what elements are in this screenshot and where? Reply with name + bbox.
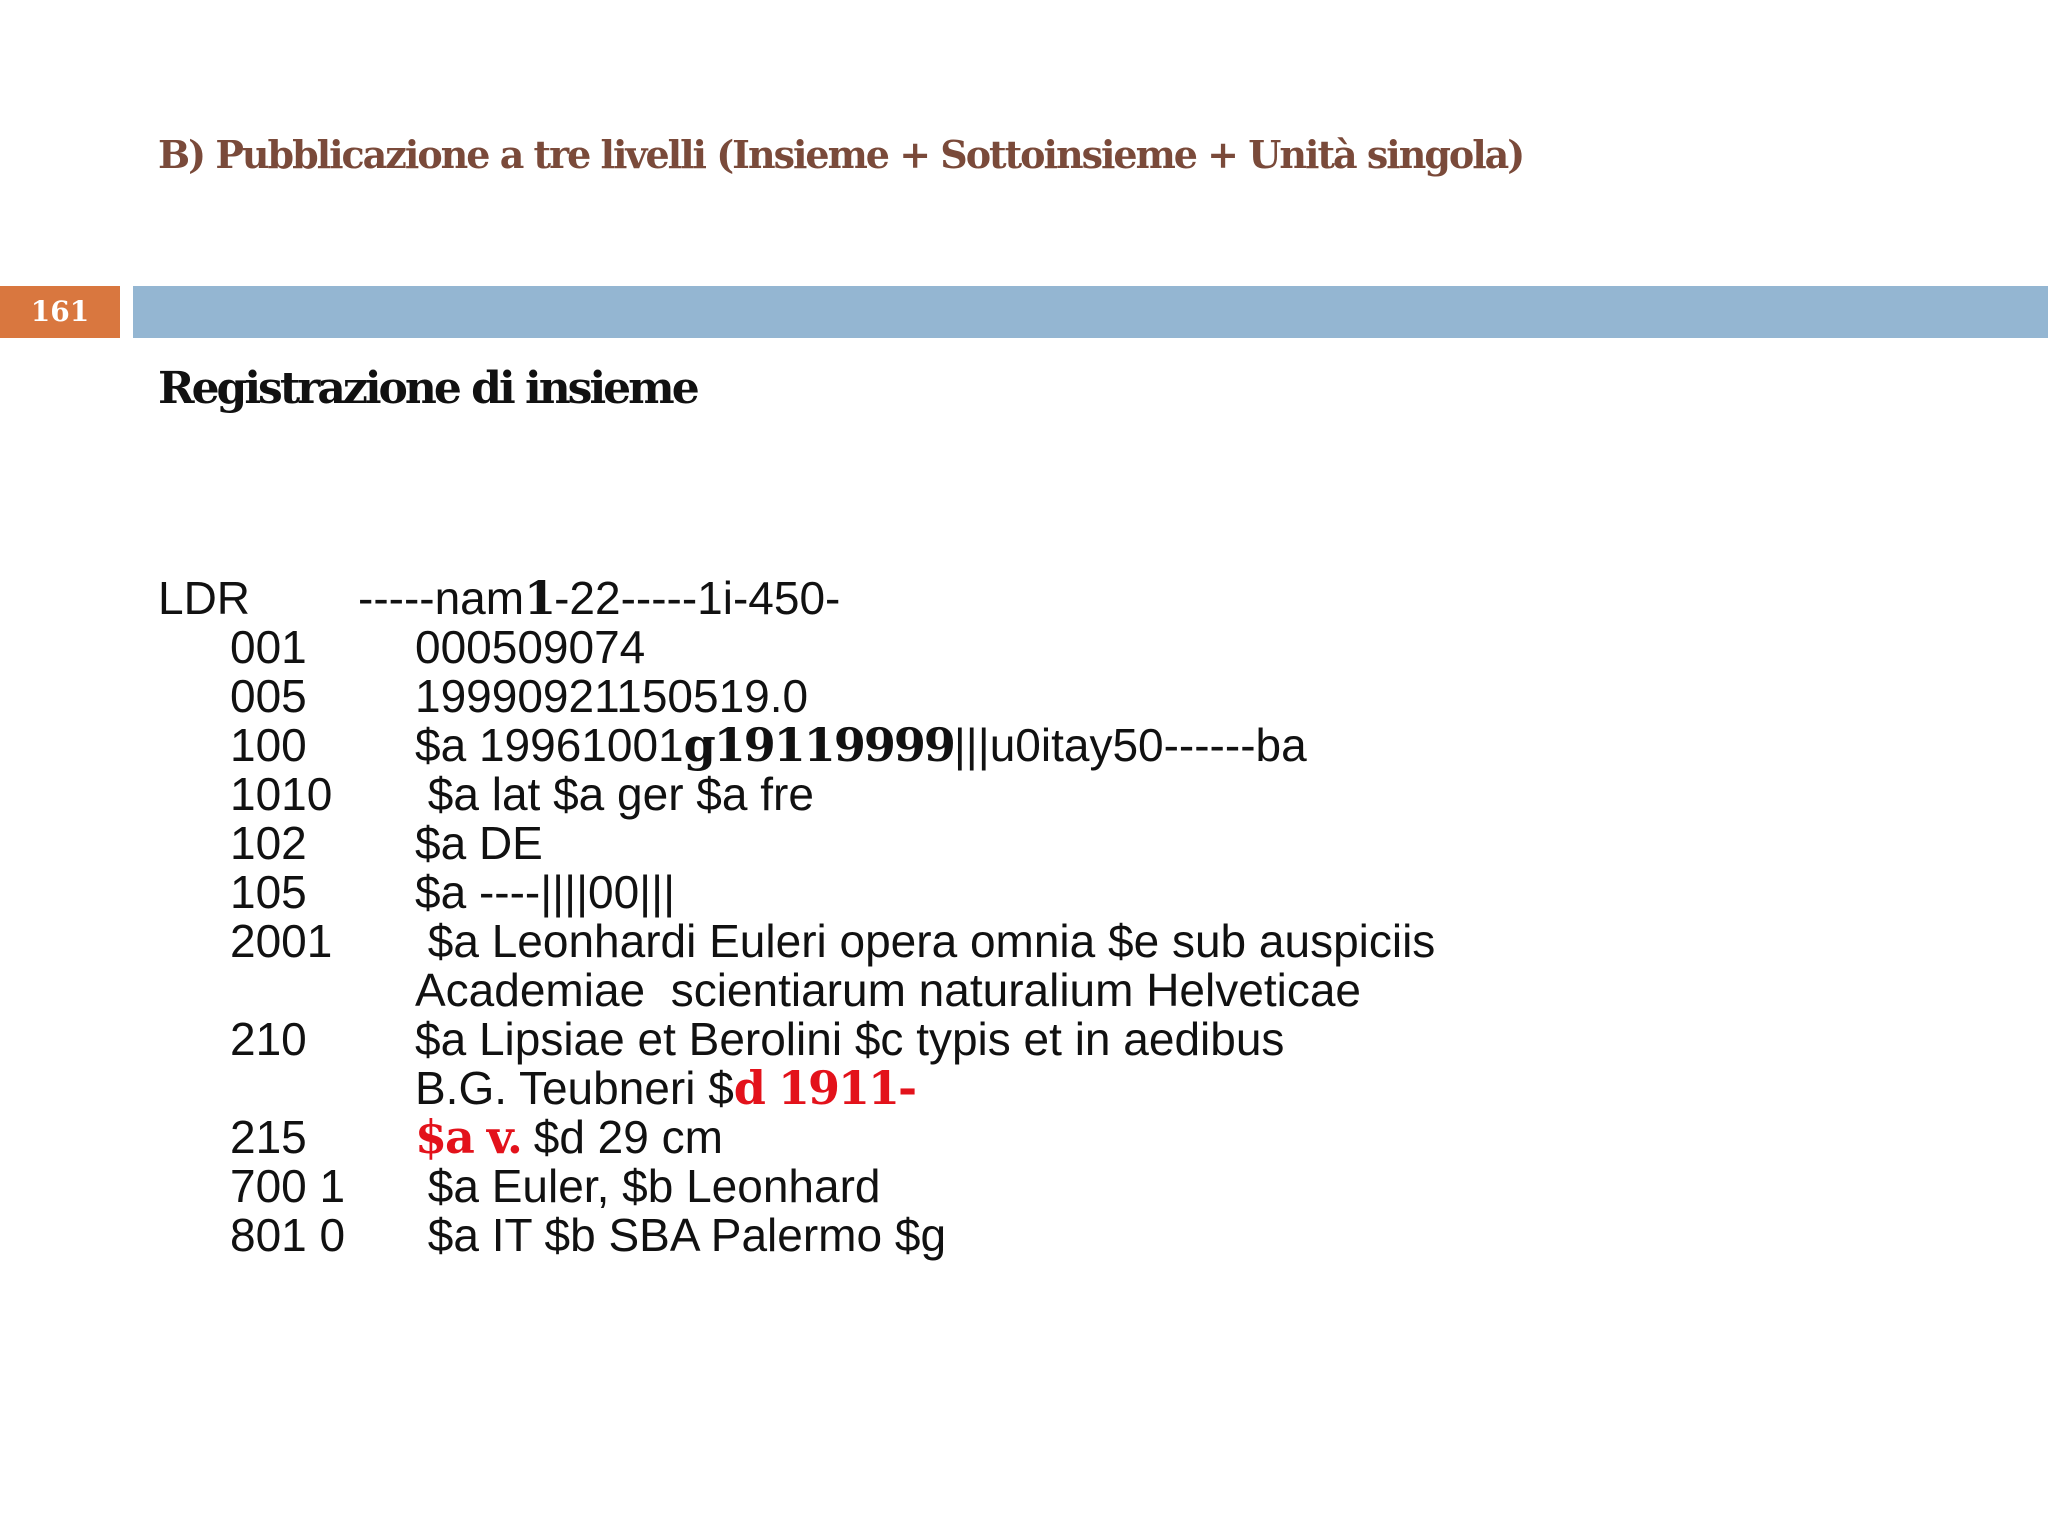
- field-value: 19990921150519.0: [415, 670, 809, 722]
- field-tag: 2001: [230, 915, 333, 967]
- slide-title: B) Pubblicazione a tre livelli (Insieme + Sottoinsieme + Unità singola): [158, 132, 1524, 177]
- field-value: 000509074: [415, 621, 646, 673]
- field-tag: 801 0: [230, 1209, 346, 1261]
- field-value: $a ----||||00|||: [415, 866, 676, 918]
- field-tag: 102: [230, 817, 307, 869]
- section-heading: Registrazione di insieme: [158, 363, 697, 414]
- page-number-badge: 161: [0, 286, 120, 338]
- field-tag: 005: [230, 670, 307, 722]
- field-value: -----nam1-22-----1i-450-: [358, 571, 841, 625]
- bold-fragment: 1: [524, 571, 555, 625]
- field-tag: 215: [230, 1111, 307, 1163]
- field-value: $a v. $d 29 cm: [415, 1110, 723, 1164]
- field-value: $a Leonhardi Euleri opera omnia $e sub auspiciis: [415, 915, 1436, 967]
- field-tag: 001: [230, 621, 307, 673]
- field-value: $a lat $a ger $a fre: [415, 768, 814, 820]
- field-tag: 100: [230, 719, 307, 771]
- field-value: Academiae scientiarum naturalium Helveticae: [415, 964, 1361, 1016]
- bold-fragment: g19119999: [683, 718, 954, 772]
- highlighted-date: d 1911-: [733, 1061, 916, 1115]
- field-value: $a 19961001g19119999|||u0itay50------ba: [415, 718, 1307, 772]
- field-tag: LDR: [158, 572, 251, 624]
- field-tag: 1010: [230, 768, 333, 820]
- field-value: $a Lipsiae et Berolini $c typis et in aedibus: [415, 1013, 1285, 1065]
- field-value: $a IT $b SBA Palermo $g: [415, 1209, 947, 1261]
- highlighted-subfield: $a v.: [415, 1110, 521, 1164]
- field-value: $a DE: [415, 817, 543, 869]
- field-tag: 700 1: [230, 1160, 346, 1212]
- field-tag: 210: [230, 1013, 307, 1065]
- field-tag: 105: [230, 866, 307, 918]
- field-value: $a Euler, $b Leonhard: [415, 1160, 881, 1212]
- field-value: B.G. Teubneri $d 1911-: [415, 1061, 916, 1115]
